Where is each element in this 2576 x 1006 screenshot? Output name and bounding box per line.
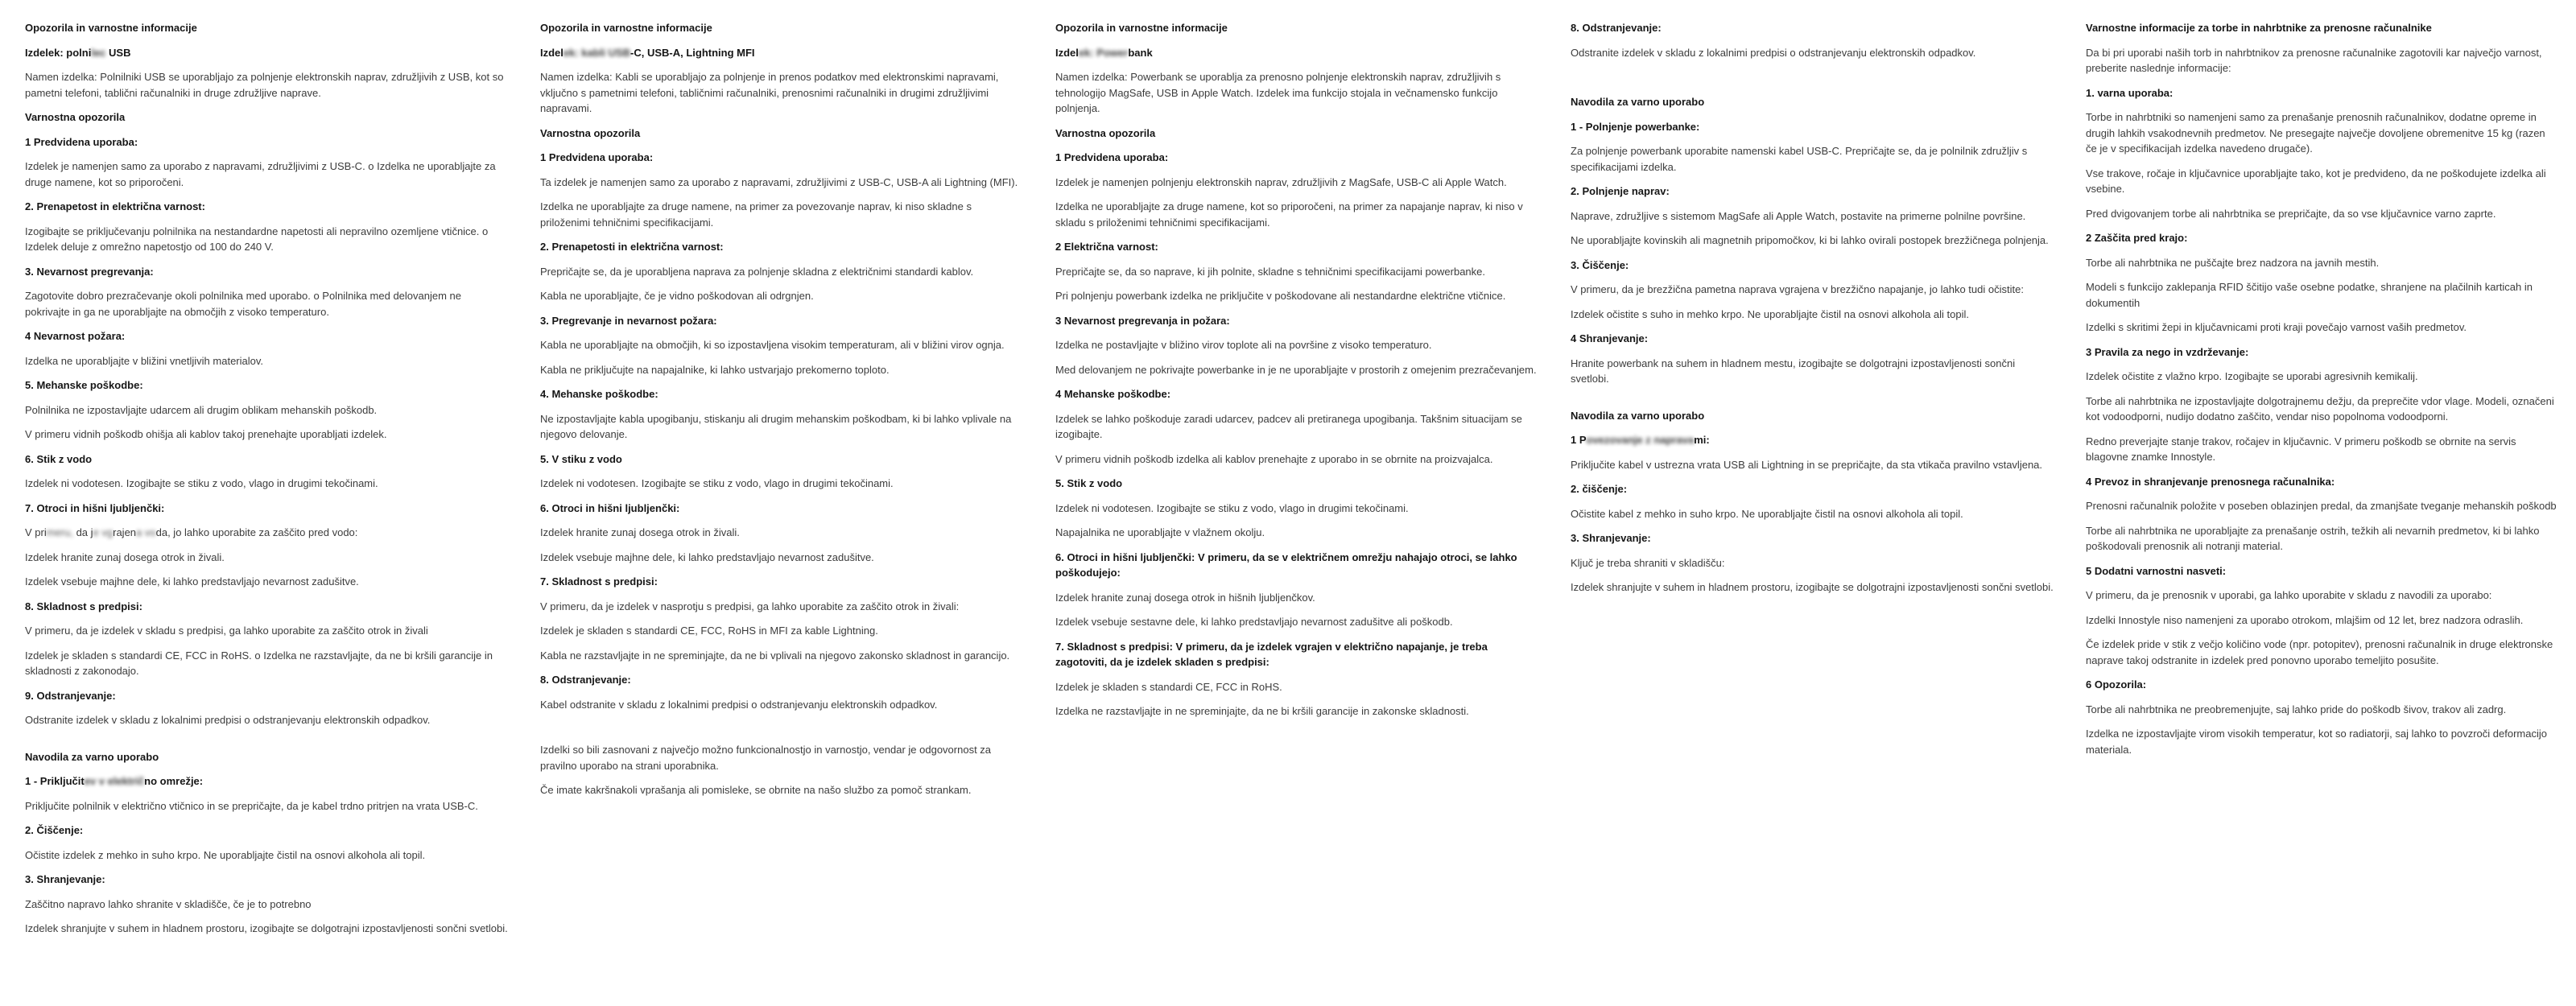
heading: 4 Mehanske poškodbe: bbox=[1055, 388, 1171, 400]
text-run: da j bbox=[72, 526, 93, 538]
paragraph: Modeli s funkcijo zaklepanja RFID ščitijo vaše osebne podatke, shranjene na plačilnih karticah in dokumentih bbox=[2086, 281, 2533, 309]
paragraph: V primeru, da je izdelek v nasprotju s predpisi, ga lahko uporabite za zaščito otrok in živali: bbox=[540, 600, 960, 612]
column-laptop-bags bbox=[2086, 11, 2557, 766]
section-heading: Navodila za varno uporabo bbox=[1571, 409, 1705, 422]
heading: 4 Prevoz in shranjevanje prenosnega računalnika: bbox=[2086, 475, 2335, 488]
paragraph: Izdelek hranite zunaj dosega otrok in živali. bbox=[25, 550, 225, 563]
redacted-text: lec bbox=[91, 46, 106, 59]
paragraph: Ključ je treba shraniti v skladišču: bbox=[1571, 556, 1725, 569]
text-run: USB bbox=[105, 46, 131, 59]
paragraph: Ne uporabljajte kovinskih ali magnetnih pripomočkov, ki bi lahko ovirali postopek brezžičnega polnjenja. bbox=[1571, 234, 2049, 246]
column-cables bbox=[540, 11, 1023, 807]
paragraph: Priključite polnilnik v električno vtičnico in se prepričajte, da je kabel trdno pritrjen na vrata USB-C. bbox=[25, 799, 478, 812]
column-powerbank-usage bbox=[1571, 11, 2054, 604]
heading: 3 Nevarnost pregrevanja in požara: bbox=[1055, 314, 1230, 327]
paragraph: Namen izdelka: Polnilniki USB se uporabljajo za polnjenje elektronskih naprav, združljivih z USB, kot so pametni telefoni, tablični računalniki in druge združljive naprave. bbox=[25, 71, 504, 99]
paragraph: V primeru, da je brezžična pametna naprava vgrajena v brezžično napajanje, jo lahko tudi očistite: bbox=[1571, 283, 2024, 295]
product-title bbox=[1055, 45, 1538, 61]
heading bbox=[25, 773, 508, 790]
heading: Varnostna opozorila bbox=[540, 126, 641, 139]
heading: Varnostna opozorila bbox=[1055, 126, 1156, 139]
heading: 2. Čiščenje: bbox=[25, 824, 84, 836]
redacted-text: e vg bbox=[93, 526, 114, 538]
paragraph: Prepričajte se, da so naprave, ki jih polnite, skladne s tehničnimi specifikacijami powerbanke. bbox=[1055, 265, 1485, 278]
heading: 2 Električna varnost: bbox=[1055, 241, 1158, 253]
paragraph: Pri polnjenju powerbank izdelka ne priključite v poškodovane ali nestandardne električne vtičnice. bbox=[1055, 290, 1506, 302]
heading: 3. Pregrevanje in nevarnost požara: bbox=[540, 314, 717, 327]
heading: 6. Otroci in hišni ljubljenčki: bbox=[540, 501, 680, 514]
paragraph: Izdelek vsebuje majhne dele, ki lahko predstavljajo nevarnost zadušitve. bbox=[540, 550, 874, 563]
paragraph: Za polnjenje powerbank uporabite namenski kabel USB-C. Prepričajte se, da je polnilnik združljiv s specifikacijami izdelka. bbox=[1571, 145, 2028, 173]
paragraph: Vse trakove, ročaje in ključavnice uporabljajte tako, kot je predvideno, da ne poškodujete izdelka ali vsebine. bbox=[2086, 167, 2546, 195]
redacted-text: ovezovanje z naprava bbox=[1586, 434, 1695, 446]
text-run: -C, USB-A, Lightning MFI bbox=[630, 46, 755, 59]
text-run: Izdel bbox=[1055, 46, 1079, 59]
heading: 6. Stik z vodo bbox=[25, 452, 93, 465]
paragraph: Izdelki Innostyle niso namenjeni za uporabo otrokom, mlajšim od 12 let, brez nadzora odraslih. bbox=[2086, 613, 2524, 626]
heading: 3 Pravila za nego in vzdrževanje: bbox=[2086, 345, 2249, 358]
paragraph: Ta izdelek je namenjen samo za uporabo z napravami, združljivimi z USB-C, USB-A ali Lightning (MFI). bbox=[540, 175, 1018, 188]
heading: 7. Skladnost s predpisi: bbox=[540, 575, 658, 588]
paragraph: Torbe ali nahrbtnika ne uporabljajte za prenašanje ostrih, težkih ali nevarnih predmetov, ki bi lahko poškodovali prenosnik ali notranji material. bbox=[2086, 524, 2540, 552]
paragraph: Izdelek vsebuje majhne dele, ki lahko predstavljajo nevarnost zadušitve. bbox=[25, 575, 359, 588]
paragraph: Torbe in nahrbtniki so namenjeni samo za prenašanje prenosnih računalnikov, dodatne opreme in drugih lahkih vsakodnevnih predmetov. Ne presegajte največje dovoljene obremenitve 15 kg (razen če je v specifikacijah izdelka navedeno drugače). bbox=[2086, 111, 2545, 155]
text-run: Izdelek: polni bbox=[25, 46, 92, 59]
paragraph: Ne izpostavljajte kabla upogibanju, stiskanju ali drugim mehanskim poškodbam, ki bi lahko vplivale na njegovo delovanje. bbox=[540, 412, 1012, 440]
heading: 8. Odstranjevanje: bbox=[540, 674, 631, 686]
paragraph: Hranite powerbank na suhem in hladnem mestu, izogibajte se dolgotrajni izpostavljenosti sončni svetlobi. bbox=[1571, 357, 2016, 385]
paragraph: Zagotovite dobro prezračevanje okoli polnilnika med uporabo. o Polnilnika med delovanjem ne pokrivajte in ga ne uporabljajte na območjih z visoko temperaturo. bbox=[25, 290, 461, 318]
paragraph: Očistite izdelek z mehko in suho krpo. Ne uporabljajte čistil na osnovi alkohola ali topil. bbox=[25, 848, 426, 861]
paragraph: Odstranite izdelek v skladu z lokalnimi predpisi o odstranjevanju elektronskih odpadkov. bbox=[25, 714, 431, 726]
paragraph: Prenosni računalnik položite v poseben oblazinjen predal, da zmanjšate tveganje mehanskih poškodb bbox=[2086, 500, 2557, 512]
paragraph: Izdelek ni vodotesen. Izogibajte se stiku z vodo, vlago in drugimi tekočinami. bbox=[540, 477, 894, 489]
paragraph: Polnilnika ne izpostavljajte udarcem ali drugim oblikam mehanskih poškodb. bbox=[25, 403, 378, 416]
heading: 3. Čiščenje: bbox=[1571, 258, 1629, 271]
paragraph: V primeru, da je prenosnik v uporabi, ga lahko uporabite v skladu z navodili za uporabo: bbox=[2086, 589, 2492, 601]
doc-title: Opozorila in varnostne informacije bbox=[25, 22, 197, 34]
heading: 1. varna uporaba: bbox=[2086, 86, 2174, 99]
paragraph: Da bi pri uporabi naših torb in nahrbtnikov za prenosne računalnike zagotovili kar največjo varnost, preberite naslednje informacije: bbox=[2086, 46, 2542, 74]
paragraph: V primeru vidnih poškodb izdelka ali kablov prenehajte z uporabo in se obrnite na proizvajalca. bbox=[1055, 452, 1493, 465]
paragraph: Kabla ne priključujte na napajalnike, ki lahko ustvarjajo prekomerno toploto. bbox=[540, 363, 890, 376]
text-run: bank bbox=[1128, 46, 1153, 59]
redacted-text: ev v električ bbox=[84, 775, 145, 787]
redacted-text: ek: kabli USB bbox=[563, 46, 630, 59]
text-run: V pri bbox=[25, 526, 47, 538]
paragraph: Redno preverjajte stanje trakov, ročajev in ključavnic. V primeru poškodb se obrnite na servis blagovne znamke Innostyle. bbox=[2086, 435, 2516, 463]
paragraph: Prepričajte se, da je uporabljena naprava za polnjenje skladna z električnimi standardi kablov. bbox=[540, 265, 974, 278]
redacted-text: ek: Power bbox=[1078, 46, 1129, 59]
heading: 3. Shranjevanje: bbox=[25, 873, 105, 885]
paragraph: Kabla ne uporabljajte na območjih, ki so izpostavljena visokim temperaturam, ali v bližini virov ognja. bbox=[540, 339, 1005, 351]
text-run: Izdel bbox=[540, 46, 564, 59]
heading: 6. Otroci in hišni ljubljenčki: V primeru, da se v električnem omrežju nahajajo otroci, se lahko poškodujejo: bbox=[1055, 550, 1517, 579]
paragraph: Priključite kabel v ustrezna vrata USB ali Lightning in se prepričajte, da sta vtikača pravilno vstavljena. bbox=[1571, 458, 2043, 471]
paragraph: Očistite kabel z mehko in suho krpo. Ne uporabljajte čistil na osnovi alkohola ali topil. bbox=[1571, 507, 1963, 520]
paragraph: Izdelek je skladen s standardi CE, FCC in RoHS. bbox=[1055, 680, 1282, 693]
paragraph: Izdelek je skladen s standardi CE, FCC in RoHS. o Izdelka ne razstavljajte, da ne bi kršili garancije in skladnosti z zakonodajo. bbox=[25, 649, 493, 677]
heading: 4 Shranjevanje: bbox=[1571, 332, 1649, 344]
heading: 9. Odstranjevanje: bbox=[25, 689, 116, 702]
paragraph: V primeru vidnih poškodb ohišja ali kablov takoj prenehajte uporabljati izdelek. bbox=[25, 428, 387, 440]
redacted-text: meru, bbox=[46, 526, 73, 538]
text-run: mi: bbox=[1694, 434, 1710, 446]
paragraph: Če izdelek pride v stik z večjo količino vode (npr. potopitev), prenosni računalnik in druge elektronske naprave takoj odstranite in izdelek pred ponovno uporabo temeljito posušite. bbox=[2086, 638, 2553, 666]
heading: 2 Zaščita pred krajo: bbox=[2086, 232, 2188, 244]
column-usb-charger bbox=[25, 11, 508, 946]
paragraph: Zaščitno napravo lahko shranite v skladišče, če je to potrebno bbox=[25, 897, 312, 910]
heading: 2. čiščenje: bbox=[1571, 483, 1628, 495]
text-run: 1 P bbox=[1571, 434, 1587, 446]
paragraph: Izdelek shranjujte v suhem in hladnem prostoru, izogibajte se dolgotrajni izpostavljenosti sončni svetlobi. bbox=[25, 922, 508, 934]
heading: 2. Prenapetosti in električna varnost: bbox=[540, 241, 724, 253]
heading: 8. Skladnost s predpisi: bbox=[25, 600, 142, 612]
paragraph: Izdelki s skritimi žepi in ključavnicami proti kraji povečajo varnost vaših predmetov. bbox=[2086, 321, 2467, 333]
heading: 2. Prenapetost in električna varnost: bbox=[25, 200, 205, 212]
paragraph: Pred dvigovanjem torbe ali nahrbtnika se prepričajte, da so vse ključavnice varno zaprte. bbox=[2086, 207, 2496, 220]
paragraph: Izdelka ne uporabljajte v bližini vnetljivih materialov. bbox=[25, 354, 264, 367]
heading: 4 Nevarnost požara: bbox=[25, 330, 126, 342]
paragraph: Izdelka ne postavljajte v bližino virov toplote ali na površine z visoko temperaturo. bbox=[1055, 339, 1432, 351]
column-powerbank bbox=[1055, 11, 1538, 728]
paragraph: Izdelek je namenjen samo za uporabo z napravami, združljivimi z USB-C. o Izdelka ne uporabljajte za druge namene, kot so priporočeni. bbox=[25, 160, 496, 188]
paragraph: V primeru, da je izdelek v skladu s predpisi, ga lahko uporabite za zaščito otrok in živali bbox=[25, 625, 428, 637]
paragraph: Namen izdelka: Powerbank se uporablja za prenosno polnjenje elektronskih naprav, združljivih s tehnologijo MagSafe, USB in Apple Watch. Izdelek ima funkcijo stojala in večnamensko funkcijo polnjenja. bbox=[1055, 71, 1501, 114]
paragraph: Izdelek ni vodotesen. Izogibajte se stiku z vodo, vlago in drugimi tekočinami. bbox=[25, 477, 378, 489]
paragraph: Izogibajte se priključevanju polnilnika na nestandardne napetosti ali nepravilno ozemljene vtičnice. o Izdelek deluje z omrežno napetostjo od 100 do 240 V. bbox=[25, 225, 489, 253]
paragraph: Izdelek se lahko poškoduje zaradi udarcev, padcev ali pretiranega upogibanja. Takšnim situacijam se izogibajte. bbox=[1055, 412, 1522, 440]
redacted-text: a vo bbox=[136, 526, 156, 538]
heading: 7. Skladnost s predpisi: V primeru, da je izdelek vgrajen v električno napajanje, je treba zagotoviti, da je izdelek skladen s predpisi: bbox=[1055, 640, 1488, 668]
heading: 1 - Polnjenje powerbanke: bbox=[1571, 120, 1700, 133]
heading: 5. Stik z vodo bbox=[1055, 477, 1123, 489]
paragraph: Izdelek shranjujte v suhem in hladnem prostoru, izogibajte se dolgotrajni izpostavljenosti sončni svetlobi. bbox=[1571, 581, 2054, 593]
heading: 7. Otroci in hišni ljubljenčki: bbox=[25, 501, 165, 514]
heading: 8. Odstranjevanje: bbox=[1571, 22, 1662, 34]
heading: 5. V stiku z vodo bbox=[540, 452, 622, 465]
heading: 3. Nevarnost pregrevanja: bbox=[25, 265, 154, 278]
heading bbox=[1571, 432, 2054, 448]
paragraph: Izdelek hranite zunaj dosega otrok in hišnih ljubljenčkov. bbox=[1055, 591, 1315, 604]
heading: 3. Shranjevanje: bbox=[1571, 532, 1651, 544]
paragraph: Torbe ali nahrbtnika ne izpostavljajte dolgotrajnemu dežju, da preprečite vdor vlage. Modeli, označeni kot vodoodporni, nudijo dodatno zaščito, vendar niso popolnoma vodoodporni. bbox=[2086, 394, 2554, 423]
heading: 1 Predvidena uporaba: bbox=[25, 135, 138, 148]
heading: 6 Opozorila: bbox=[2086, 678, 2147, 691]
paragraph: Naprave, združljive s sistemom MagSafe ali Apple Watch, postavite na primerne polnilne površine. bbox=[1571, 209, 2026, 222]
text-run: rajen bbox=[113, 526, 137, 538]
paragraph: Izdelka ne razstavljajte in ne spreminjajte, da ne bi kršili garancije in zakonske skladnosti. bbox=[1055, 705, 1469, 717]
paragraph: Namen izdelka: Kabli se uporabljajo za polnjenje in prenos podatkov med elektronskimi napravami, vključno s pametnimi telefoni, tabličnimi računalniki, prenosnimi računalniki in drugimi združljivimi napravami. bbox=[540, 71, 999, 114]
heading: 4. Mehanske poškodbe: bbox=[540, 388, 658, 400]
paragraph: Izdelka ne izpostavljajte virom visokih temperatur, kot so radiatorji, saj lahko to povzroči deformacijo materiala. bbox=[2086, 728, 2547, 756]
paragraph: Torbe ali nahrbtnika ne puščajte brez nadzora na javnih mestih. bbox=[2086, 256, 2380, 269]
text-run: da, jo lahko uporabite za zaščito pred vodo: bbox=[155, 526, 358, 538]
heading: 2. Polnjenje naprav: bbox=[1571, 185, 1670, 197]
section-heading: Navodila za varno uporabo bbox=[1571, 96, 1705, 108]
paragraph: Odstranite izdelek v skladu z lokalnimi predpisi o odstranjevanju elektronskih odpadkov. bbox=[1571, 46, 1976, 59]
paragraph: Izdelka ne uporabljajte za druge namene, kot so priporočeni, na primer za napajanje naprav, ki niso v skladu s priloženimi tehničnimi specifikacijami. bbox=[1055, 200, 1523, 229]
paragraph: Napajalnika ne uporabljajte v vlažnem okolju. bbox=[1055, 526, 1265, 538]
paragraph: Če imate kakršnakoli vprašanja ali pomisleke, se obrnite na našo službo za pomoč strankam. bbox=[540, 784, 972, 796]
paragraph: Izdelek je skladen s standardi CE, FCC, RoHS in MFI za kable Lightning. bbox=[540, 625, 878, 637]
doc-title: Opozorila in varnostne informacije bbox=[1055, 22, 1228, 34]
paragraph: Izdelki so bili zasnovani z največjo možno funkcionalnostjo in varnostjo, vendar je odgovornost za pravilno uporabo na strani uporabnika. bbox=[540, 744, 992, 772]
heading: Varnostna opozorila bbox=[25, 111, 126, 123]
doc-title: Varnostne informacije za torbe in nahrbtnike za prenosne računalnike bbox=[2086, 22, 2432, 34]
paragraph: Izdelka ne uporabljajte za druge namene, na primer za povezovanje naprav, ki niso skladne s priloženimi tehničnimi specifikacijami. bbox=[540, 200, 972, 229]
product-title bbox=[25, 45, 508, 61]
paragraph: Izdelek vsebuje sestavne dele, ki lahko predstavljajo nevarnost zadušitve ali poškodb. bbox=[1055, 616, 1453, 628]
heading: 5 Dodatni varnostni nasveti: bbox=[2086, 564, 2227, 577]
paragraph: Izdelek ni vodotesen. Izogibajte se stiku z vodo, vlago in drugimi tekočinami. bbox=[1055, 501, 1409, 514]
text-run: 1 - Priključit bbox=[25, 775, 85, 787]
paragraph: Kabla ne razstavljajte in ne spreminjajte, da ne bi vplivali na njegovo zakonsko skladnost in garancijo. bbox=[540, 649, 1010, 662]
paragraph: Izdelek očistite s suho in mehko krpo. Ne uporabljajte čistil na osnovi alkohola ali topil. bbox=[1571, 307, 1969, 320]
heading: 5. Mehanske poškodbe: bbox=[25, 379, 143, 391]
paragraph: Izdelek hranite zunaj dosega otrok in živali. bbox=[540, 526, 740, 538]
paragraph: Kabel odstranite v skladu z lokalnimi predpisi o odstranjevanju elektronskih odpadkov. bbox=[540, 698, 938, 711]
heading: 1 Predvidena uporaba: bbox=[1055, 151, 1169, 163]
doc-title: Opozorila in varnostne informacije bbox=[540, 22, 712, 34]
section-heading: Navodila za varno uporabo bbox=[25, 750, 159, 763]
paragraph: Torbe ali nahrbtnika ne preobremenjujte, saj lahko pride do poškodb šivov, trakov ali zadrg. bbox=[2086, 703, 2507, 715]
paragraph bbox=[25, 525, 508, 541]
product-title bbox=[540, 45, 1023, 61]
text-run: no omrežje: bbox=[144, 775, 204, 787]
paragraph: Kabla ne uporabljajte, če je vidno poškodovan ali odrgnjen. bbox=[540, 290, 814, 302]
heading: 1 Predvidena uporaba: bbox=[540, 151, 654, 163]
paragraph: Izdelek očistite z vlažno krpo. Izogibajte se uporabi agresivnih kemikalij. bbox=[2086, 370, 2418, 382]
paragraph: Med delovanjem ne pokrivajte powerbanke in je ne uporabljajte v prostorih z omejenim prezračevanjem. bbox=[1055, 363, 1537, 376]
paragraph: Izdelek je namenjen polnjenju elektronskih naprav, združljivih z MagSafe, USB-C ali Apple Watch. bbox=[1055, 175, 1507, 188]
